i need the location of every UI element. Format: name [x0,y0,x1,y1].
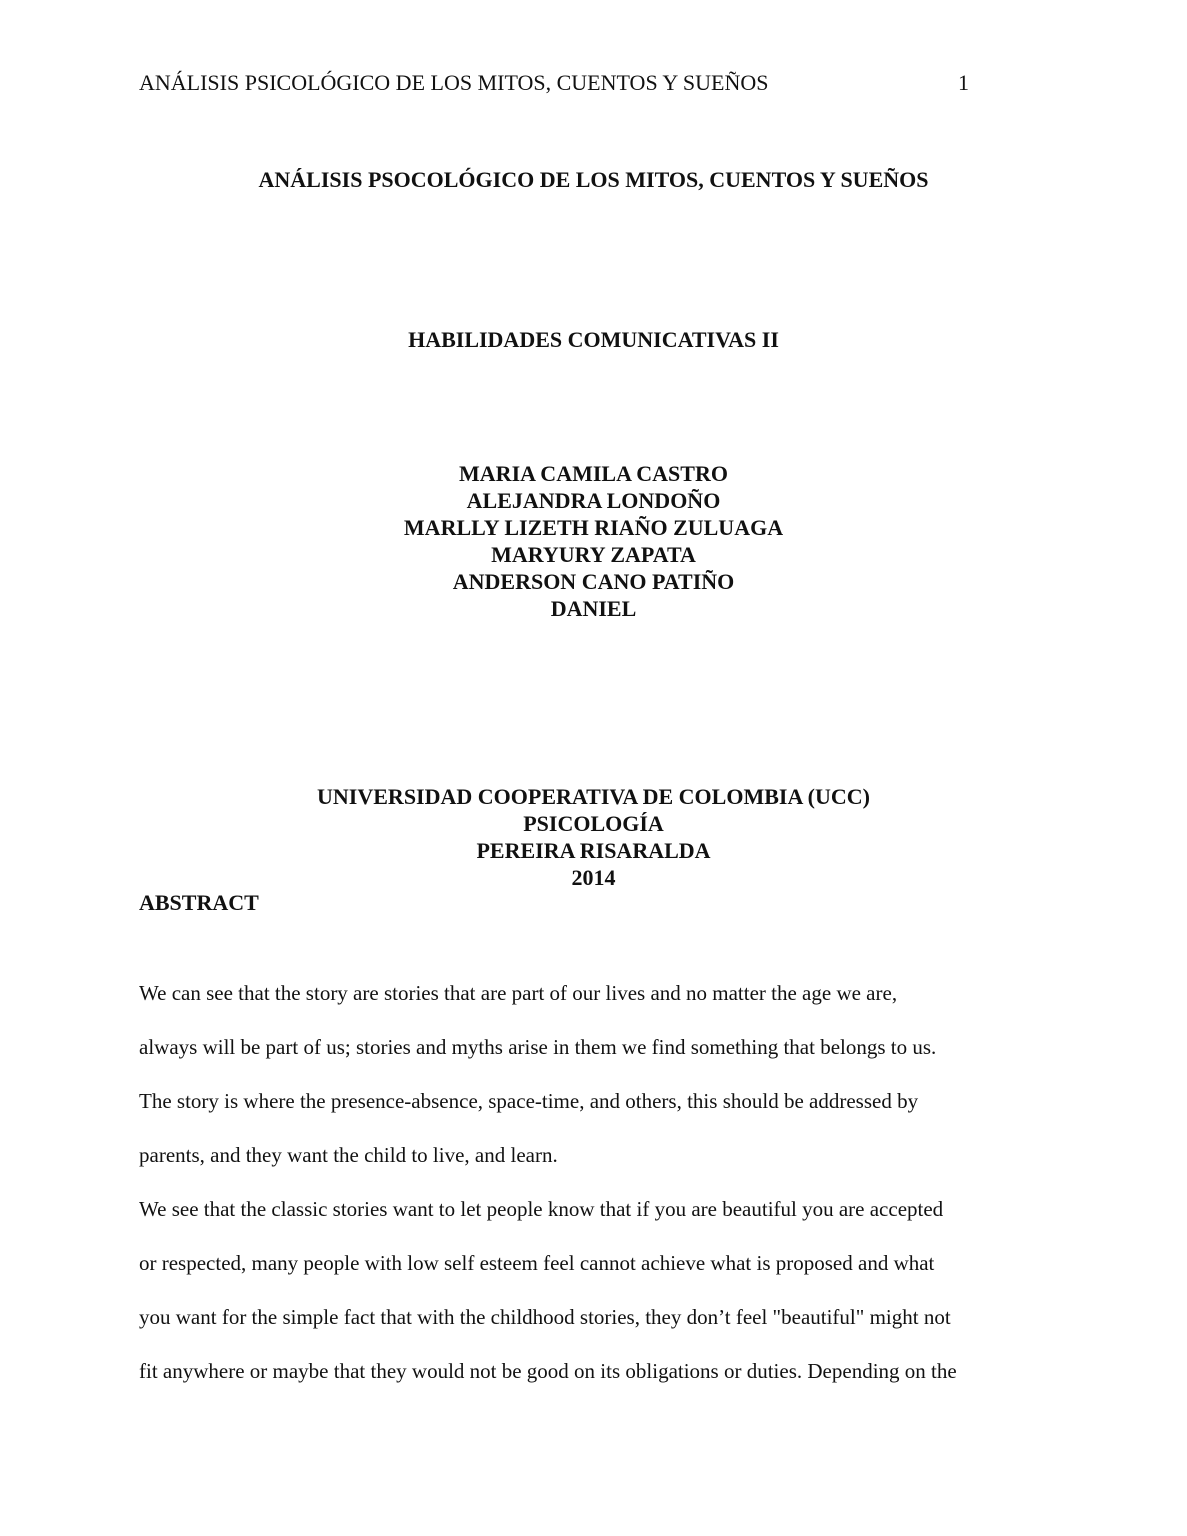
abstract-line: always will be part of us; stories and myths arise in them we find something that belongs to us. [139,1035,937,1059]
abstract-line: The story is where the presence-absence, space-time, and others, this should be addressed by [139,1089,919,1113]
city-name: PEREIRA RISARALDA [476,838,711,863]
author-name: ANDERSON CANO PATIÑO [452,569,735,594]
abstract-line: We can see that the story are stories that are part of our lives and no matter the age we are, [139,981,898,1005]
university-name: UNIVERSIDAD COOPERATIVA DE COLOMBIA (UCC) [317,784,870,809]
abstract-body [139,966,1059,1398]
abstract-line: fit anywhere or maybe that they would not be good on its obligations or duties. Depending on the [139,1359,957,1383]
abstract-heading: ABSTRACT [139,890,259,915]
course-name: HABILIDADES COMUNICATIVAS II [408,327,779,352]
abstract-line: We see that the classic stories want to let people know that if you are beautiful you are accepted [139,1197,944,1221]
page-number: 1 [958,70,969,95]
document-title: ANÁLISIS PSOCOLÓGICO DE LOS MITOS, CUENTOS Y SUEÑOS [258,167,929,192]
running-head-title: ANÁLISIS PSICOLÓGICO DE LOS MITOS, CUENTOS Y SUEÑOS [139,70,769,95]
author-name: MARYURY ZAPATA [491,542,696,567]
abstract-line: parents, and they want the child to live, and learn. [139,1143,558,1167]
author-name: MARLLY LIZETH RIAÑO ZULUAGA [403,515,784,540]
author-name: DANIEL [550,596,637,621]
institution-block [0,783,1187,891]
year: 2014 [571,865,616,890]
program-name: PSICOLOGÍA [523,811,664,836]
author-name: ALEJANDRA LONDOÑO [466,488,721,513]
author-name: MARIA CAMILA CASTRO [459,461,728,486]
running-head [139,66,969,100]
abstract-line: or respected, many people with low self esteem feel cannot achieve what is proposed and what [139,1251,935,1275]
abstract-line: you want for the simple fact that with the childhood stories, they don’t feel "beautiful" might not [139,1305,951,1329]
author-list [0,460,1187,622]
